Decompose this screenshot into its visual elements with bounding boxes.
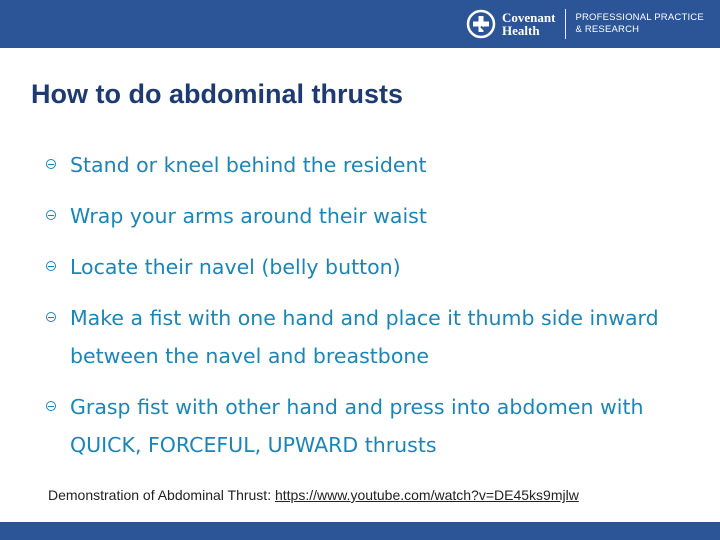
bullet-icon xyxy=(46,261,56,271)
bullet-list xyxy=(46,146,686,464)
bullet-icon xyxy=(46,159,56,169)
demo-footer xyxy=(48,487,579,503)
header-bar xyxy=(0,0,720,48)
demo-label: Demonstration of Abdominal Thrust: xyxy=(48,487,275,503)
bullet-item xyxy=(46,388,686,464)
bullet-text: Grasp fist with other hand and press into abdomen with QUICK, FORCEFUL, UPWARD thrusts xyxy=(70,395,644,457)
bullet-icon xyxy=(46,210,56,220)
bullet-text: Locate their navel (belly button) xyxy=(70,255,401,279)
bullet-item xyxy=(46,299,686,375)
bullet-icon xyxy=(46,312,56,322)
division-name-line2: & RESEARCH xyxy=(575,24,640,35)
bullet-item xyxy=(46,248,686,286)
bullet-item xyxy=(46,197,686,235)
cross-shield-icon xyxy=(466,9,496,39)
bullet-item xyxy=(46,146,686,184)
brand-logo xyxy=(466,7,704,41)
bullet-text: Make a fist with one hand and place it thumb side inward between the navel and breastbone xyxy=(70,306,659,368)
bullet-text: Stand or kneel behind the resident xyxy=(70,153,427,177)
brand-name-line1: Covenant xyxy=(502,10,556,25)
slide-title: How to do abdominal thrusts xyxy=(31,79,403,109)
demo-video-link[interactable]: https://www.youtube.com/watch?v=DE45ks9mjlw xyxy=(274,487,579,503)
bottom-bar xyxy=(0,522,720,540)
bullet-icon xyxy=(46,401,56,411)
bullet-text: Wrap your arms around their waist xyxy=(70,204,427,228)
brand-name xyxy=(502,11,555,37)
division-name xyxy=(575,12,703,36)
division-name-line1: PROFESSIONAL PRACTICE xyxy=(575,12,704,23)
brand-name-line2: Health xyxy=(502,23,540,38)
brand-divider xyxy=(565,9,566,39)
